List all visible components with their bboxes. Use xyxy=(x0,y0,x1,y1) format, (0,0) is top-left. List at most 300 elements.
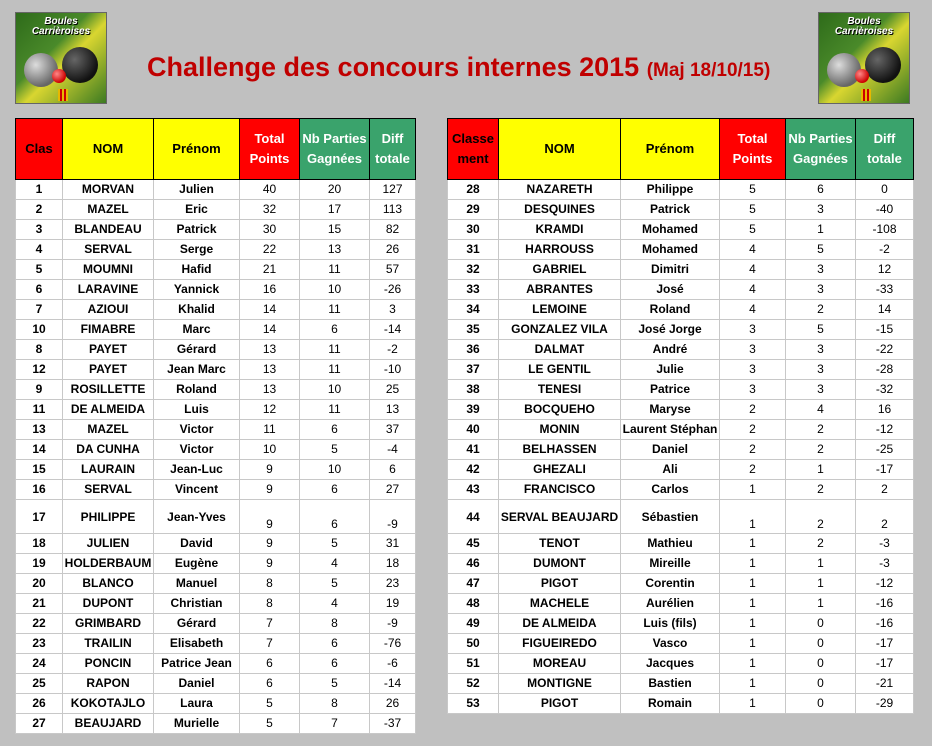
rank-cell: 17 xyxy=(16,500,63,534)
table-row xyxy=(448,280,914,300)
points-cell: 3 xyxy=(720,360,786,380)
wins-cell: 15 xyxy=(300,220,370,240)
rank-cell: 9 xyxy=(16,380,63,400)
table-row xyxy=(448,300,914,320)
wins-cell: 6 xyxy=(300,634,370,654)
firstname-cell: Luis xyxy=(154,400,240,420)
rank-cell: 51 xyxy=(448,654,499,674)
wins-cell: 10 xyxy=(300,460,370,480)
points-cell: 1 xyxy=(720,694,786,714)
firstname-cell: Victor xyxy=(154,440,240,460)
rank-cell: 29 xyxy=(448,200,499,220)
diff-cell: -32 xyxy=(856,380,914,400)
points-cell: 2 xyxy=(720,420,786,440)
diff-cell: 57 xyxy=(370,260,416,280)
diff-cell: -76 xyxy=(370,634,416,654)
firstname-cell: Carlos xyxy=(621,480,720,500)
diff-cell: 3 xyxy=(370,300,416,320)
wins-cell: 6 xyxy=(786,180,856,200)
diff-cell: 13 xyxy=(370,400,416,420)
rank-cell: 44 xyxy=(448,500,499,534)
rank-cell: 46 xyxy=(448,554,499,574)
table-row xyxy=(448,220,914,240)
page-title xyxy=(147,52,770,83)
wins-cell: 11 xyxy=(300,340,370,360)
wins-cell: 5 xyxy=(300,674,370,694)
rank-cell: 36 xyxy=(448,340,499,360)
header-diff: Diff totale xyxy=(856,119,914,180)
name-cell: PONCIN xyxy=(63,654,154,674)
name-cell: TENESI xyxy=(499,380,621,400)
name-cell: MOUMNI xyxy=(63,260,154,280)
name-cell: RAPON xyxy=(63,674,154,694)
header-rank: Classe ment xyxy=(448,119,499,180)
wins-cell: 4 xyxy=(300,594,370,614)
diff-cell: 16 xyxy=(856,400,914,420)
wins-cell: 0 xyxy=(786,634,856,654)
points-cell: 6 xyxy=(240,674,300,694)
name-cell: MONTIGNE xyxy=(499,674,621,694)
diff-cell: 37 xyxy=(370,420,416,440)
diff-cell: -40 xyxy=(856,200,914,220)
wins-cell: 3 xyxy=(786,260,856,280)
firstname-cell: Romain xyxy=(621,694,720,714)
rank-cell: 14 xyxy=(16,440,63,460)
firstname-cell: Jean-Luc xyxy=(154,460,240,480)
wins-cell: 11 xyxy=(300,300,370,320)
name-cell: LEMOINE xyxy=(499,300,621,320)
points-cell: 12 xyxy=(240,400,300,420)
points-cell: 13 xyxy=(240,340,300,360)
firstname-cell: Corentin xyxy=(621,574,720,594)
wins-cell: 4 xyxy=(786,400,856,420)
table-row xyxy=(16,694,416,714)
diff-cell: 127 xyxy=(370,180,416,200)
diff-cell: -33 xyxy=(856,280,914,300)
name-cell: GHEZALI xyxy=(499,460,621,480)
diff-cell: -2 xyxy=(370,340,416,360)
table-row xyxy=(16,714,416,734)
table-header-row xyxy=(448,119,914,180)
jack-icon xyxy=(52,69,66,83)
diff-cell: -16 xyxy=(856,614,914,634)
wins-cell: 8 xyxy=(300,694,370,714)
name-cell: GONZALEZ VILA xyxy=(499,320,621,340)
table-row xyxy=(16,534,416,554)
table-row xyxy=(16,614,416,634)
rank-cell: 26 xyxy=(16,694,63,714)
firstname-cell: Gérard xyxy=(154,340,240,360)
firstname-cell: Roland xyxy=(621,300,720,320)
diff-cell: -4 xyxy=(370,440,416,460)
points-cell: 9 xyxy=(240,500,300,534)
table-row xyxy=(448,400,914,420)
table-row xyxy=(448,380,914,400)
name-cell: BELHASSEN xyxy=(499,440,621,460)
table-row xyxy=(16,674,416,694)
name-cell: HARROUSS xyxy=(499,240,621,260)
points-cell: 8 xyxy=(240,594,300,614)
name-cell: MORVAN xyxy=(63,180,154,200)
name-cell: DESQUINES xyxy=(499,200,621,220)
table-row xyxy=(448,574,914,594)
wins-cell: 17 xyxy=(300,200,370,220)
name-cell: SERVAL BEAUJARD xyxy=(499,500,621,534)
rank-cell: 15 xyxy=(16,460,63,480)
wins-cell: 11 xyxy=(300,260,370,280)
firstname-cell: Dimitri xyxy=(621,260,720,280)
name-cell: KRAMDI xyxy=(499,220,621,240)
points-cell: 4 xyxy=(720,240,786,260)
firstname-cell: Aurélien xyxy=(621,594,720,614)
points-cell: 2 xyxy=(720,400,786,420)
rank-cell: 38 xyxy=(448,380,499,400)
wins-cell: 0 xyxy=(786,614,856,634)
diff-cell: -12 xyxy=(856,574,914,594)
firstname-cell: Roland xyxy=(154,380,240,400)
firstname-cell: Mohamed xyxy=(621,240,720,260)
points-cell: 5 xyxy=(720,200,786,220)
diff-cell: 6 xyxy=(370,460,416,480)
rank-cell: 40 xyxy=(448,420,499,440)
points-cell: 2 xyxy=(720,460,786,480)
wins-cell: 10 xyxy=(300,280,370,300)
name-cell: DE ALMEIDA xyxy=(63,400,154,420)
name-cell: MACHELE xyxy=(499,594,621,614)
table-row xyxy=(16,340,416,360)
header-rank: Clas xyxy=(16,119,63,180)
points-cell: 5 xyxy=(720,220,786,240)
wins-cell: 2 xyxy=(786,300,856,320)
diff-cell: -3 xyxy=(856,534,914,554)
table-row xyxy=(448,594,914,614)
firstname-cell: Hafid xyxy=(154,260,240,280)
name-cell: FIMABRE xyxy=(63,320,154,340)
diff-cell: 26 xyxy=(370,694,416,714)
firstname-cell: Marc xyxy=(154,320,240,340)
points-cell: 1 xyxy=(720,500,786,534)
rank-cell: 19 xyxy=(16,554,63,574)
table-row xyxy=(16,654,416,674)
wins-cell: 1 xyxy=(786,574,856,594)
firstname-cell: Khalid xyxy=(154,300,240,320)
name-cell: ROSILLETTE xyxy=(63,380,154,400)
table-row xyxy=(16,380,416,400)
table-row xyxy=(16,300,416,320)
diff-cell: -3 xyxy=(856,554,914,574)
rank-cell: 2 xyxy=(16,200,63,220)
firstname-cell: Vasco xyxy=(621,634,720,654)
jack-icon xyxy=(855,69,869,83)
firstname-cell: José xyxy=(621,280,720,300)
firstname-cell: Luis (fils) xyxy=(621,614,720,634)
table-row xyxy=(448,420,914,440)
points-cell: 5 xyxy=(240,694,300,714)
name-cell: BEAUJARD xyxy=(63,714,154,734)
wins-cell: 6 xyxy=(300,320,370,340)
table-header-row xyxy=(16,119,416,180)
table-row xyxy=(448,320,914,340)
points-cell: 1 xyxy=(720,674,786,694)
name-cell: BLANDEAU xyxy=(63,220,154,240)
diff-cell: 82 xyxy=(370,220,416,240)
diff-cell: 2 xyxy=(856,500,914,534)
name-cell: AZIOUI xyxy=(63,300,154,320)
firstname-cell: Patrick xyxy=(154,220,240,240)
table-row xyxy=(448,534,914,554)
firstname-cell: Sébastien xyxy=(621,500,720,534)
table-row xyxy=(16,220,416,240)
wins-cell: 1 xyxy=(786,220,856,240)
boule-icon xyxy=(62,47,98,83)
header-name: NOM xyxy=(63,119,154,180)
diff-cell: -2 xyxy=(856,240,914,260)
name-cell: FRANCISCO xyxy=(499,480,621,500)
table-row xyxy=(448,634,914,654)
header-firstname: Prénom xyxy=(621,119,720,180)
wins-cell: 1 xyxy=(786,460,856,480)
wins-cell: 1 xyxy=(786,594,856,614)
diff-cell: -14 xyxy=(370,320,416,340)
table-row xyxy=(16,480,416,500)
name-cell: DA CUNHA xyxy=(63,440,154,460)
table-row xyxy=(448,554,914,574)
rank-cell: 23 xyxy=(16,634,63,654)
diff-cell: -12 xyxy=(856,420,914,440)
table-row xyxy=(16,420,416,440)
diff-cell: -25 xyxy=(856,440,914,460)
header-games-won: Nb Parties Gagnées xyxy=(300,119,370,180)
diff-cell: -17 xyxy=(856,634,914,654)
points-cell: 32 xyxy=(240,200,300,220)
points-cell: 1 xyxy=(720,480,786,500)
rank-cell: 33 xyxy=(448,280,499,300)
rank-cell: 21 xyxy=(16,594,63,614)
points-cell: 7 xyxy=(240,614,300,634)
diff-cell: 18 xyxy=(370,554,416,574)
firstname-cell: Patrice Jean xyxy=(154,654,240,674)
rank-cell: 39 xyxy=(448,400,499,420)
table-row xyxy=(16,360,416,380)
rank-cell: 34 xyxy=(448,300,499,320)
rank-cell: 50 xyxy=(448,634,499,654)
firstname-cell: Patrice xyxy=(621,380,720,400)
rank-cell: 8 xyxy=(16,340,63,360)
firstname-cell: Eric xyxy=(154,200,240,220)
name-cell: ABRANTES xyxy=(499,280,621,300)
wins-cell: 2 xyxy=(786,534,856,554)
diff-cell: -10 xyxy=(370,360,416,380)
header-name: NOM xyxy=(499,119,621,180)
rank-cell: 20 xyxy=(16,574,63,594)
diff-cell: 26 xyxy=(370,240,416,260)
firstname-cell: Julien xyxy=(154,180,240,200)
wins-cell: 20 xyxy=(300,180,370,200)
wins-cell: 5 xyxy=(300,534,370,554)
table-row xyxy=(16,500,416,534)
name-cell: PIGOT xyxy=(499,574,621,594)
boule-icon xyxy=(827,53,861,87)
points-cell: 9 xyxy=(240,480,300,500)
name-cell: FIGUEIREDO xyxy=(499,634,621,654)
rank-cell: 43 xyxy=(448,480,499,500)
table-row xyxy=(448,200,914,220)
logo-text-line1: Boules xyxy=(44,16,78,27)
diff-cell: 2 xyxy=(856,480,914,500)
firstname-cell: Mireille xyxy=(621,554,720,574)
table-row xyxy=(448,500,914,534)
firstname-cell: Mohamed xyxy=(621,220,720,240)
name-cell: GABRIEL xyxy=(499,260,621,280)
rank-cell: 49 xyxy=(448,614,499,634)
wins-cell: 3 xyxy=(786,380,856,400)
points-cell: 5 xyxy=(720,180,786,200)
name-cell: DUPONT xyxy=(63,594,154,614)
firstname-cell: Victor xyxy=(154,420,240,440)
name-cell: DE ALMEIDA xyxy=(499,614,621,634)
wins-cell: 3 xyxy=(786,360,856,380)
firstname-cell: Philippe xyxy=(621,180,720,200)
diff-cell: -26 xyxy=(370,280,416,300)
name-cell: LE GENTIL xyxy=(499,360,621,380)
name-cell: PHILIPPE xyxy=(63,500,154,534)
firstname-cell: Daniel xyxy=(621,440,720,460)
diff-cell: -29 xyxy=(856,694,914,714)
table-row xyxy=(16,574,416,594)
name-cell: MOREAU xyxy=(499,654,621,674)
club-logo-right xyxy=(818,12,910,104)
table-row xyxy=(448,460,914,480)
points-cell: 1 xyxy=(720,534,786,554)
name-cell: BLANCO xyxy=(63,574,154,594)
wins-cell: 2 xyxy=(786,500,856,534)
diff-cell: -9 xyxy=(370,500,416,534)
header-total-points: Total Points xyxy=(720,119,786,180)
name-cell: JULIEN xyxy=(63,534,154,554)
table-row xyxy=(16,400,416,420)
wins-cell: 0 xyxy=(786,674,856,694)
wins-cell: 6 xyxy=(300,654,370,674)
update-date: (Maj 18/10/15) xyxy=(646,60,771,81)
diff-cell: -17 xyxy=(856,460,914,480)
diff-cell: -21 xyxy=(856,674,914,694)
points-cell: 4 xyxy=(720,280,786,300)
firstname-cell: Murielle xyxy=(154,714,240,734)
points-cell: 4 xyxy=(720,260,786,280)
diff-cell: -9 xyxy=(370,614,416,634)
diff-cell: 27 xyxy=(370,480,416,500)
points-cell: 7 xyxy=(240,634,300,654)
club-logo-left xyxy=(15,12,107,104)
rank-cell: 35 xyxy=(448,320,499,340)
name-cell: NAZARETH xyxy=(499,180,621,200)
wins-cell: 2 xyxy=(786,480,856,500)
diff-cell: 19 xyxy=(370,594,416,614)
points-cell: 10 xyxy=(240,440,300,460)
points-cell: 16 xyxy=(240,280,300,300)
wins-cell: 6 xyxy=(300,500,370,534)
points-cell: 9 xyxy=(240,460,300,480)
boule-icon xyxy=(865,47,901,83)
points-cell: 40 xyxy=(240,180,300,200)
table-row xyxy=(448,614,914,634)
name-cell: KOKOTAJLO xyxy=(63,694,154,714)
diff-cell: 23 xyxy=(370,574,416,594)
points-cell: 1 xyxy=(720,594,786,614)
points-cell: 3 xyxy=(720,340,786,360)
rank-cell: 5 xyxy=(16,260,63,280)
name-cell: TRAILIN xyxy=(63,634,154,654)
crest-icon xyxy=(58,89,68,101)
wins-cell: 6 xyxy=(300,420,370,440)
firstname-cell: André xyxy=(621,340,720,360)
firstname-cell: Ali xyxy=(621,460,720,480)
rank-cell: 6 xyxy=(16,280,63,300)
wins-cell: 3 xyxy=(786,200,856,220)
logo-text-line2: Carrièroises xyxy=(834,26,894,37)
diff-cell: -6 xyxy=(370,654,416,674)
wins-cell: 6 xyxy=(300,480,370,500)
firstname-cell: Eugène xyxy=(154,554,240,574)
table-row xyxy=(448,360,914,380)
rank-cell: 4 xyxy=(16,240,63,260)
wins-cell: 0 xyxy=(786,694,856,714)
diff-cell: 25 xyxy=(370,380,416,400)
wins-cell: 2 xyxy=(786,420,856,440)
name-cell: BOCQUEHO xyxy=(499,400,621,420)
name-cell: PAYET xyxy=(63,340,154,360)
table-row xyxy=(448,340,914,360)
logo-text-line2: Carrièroises xyxy=(31,26,91,37)
wins-cell: 5 xyxy=(300,574,370,594)
header-firstname: Prénom xyxy=(154,119,240,180)
name-cell: TENOT xyxy=(499,534,621,554)
points-cell: 9 xyxy=(240,554,300,574)
diff-cell: -108 xyxy=(856,220,914,240)
name-cell: PIGOT xyxy=(499,694,621,714)
rank-cell: 45 xyxy=(448,534,499,554)
firstname-cell: Christian xyxy=(154,594,240,614)
rank-cell: 28 xyxy=(448,180,499,200)
firstname-cell: Elisabeth xyxy=(154,634,240,654)
rank-cell: 27 xyxy=(16,714,63,734)
firstname-cell: Vincent xyxy=(154,480,240,500)
crest-icon xyxy=(861,89,871,101)
points-cell: 22 xyxy=(240,240,300,260)
rank-cell: 24 xyxy=(16,654,63,674)
rank-cell: 25 xyxy=(16,674,63,694)
header-total-points: Total Points xyxy=(240,119,300,180)
firstname-cell: Jacques xyxy=(621,654,720,674)
firstname-cell: Laura xyxy=(154,694,240,714)
rank-cell: 10 xyxy=(16,320,63,340)
title-text: Challenge des concours internes 2015 xyxy=(147,52,640,82)
ranking-table-right xyxy=(447,118,914,714)
logo-text-line1: Boules xyxy=(847,16,881,27)
diff-cell: -14 xyxy=(370,674,416,694)
firstname-cell: Serge xyxy=(154,240,240,260)
points-cell: 14 xyxy=(240,300,300,320)
points-cell: 1 xyxy=(720,554,786,574)
diff-cell: 14 xyxy=(856,300,914,320)
points-cell: 11 xyxy=(240,420,300,440)
table-row xyxy=(16,634,416,654)
wins-cell: 4 xyxy=(300,554,370,574)
name-cell: MAZEL xyxy=(63,200,154,220)
name-cell: HOLDERBAUM xyxy=(63,554,154,574)
wins-cell: 5 xyxy=(786,240,856,260)
points-cell: 8 xyxy=(240,574,300,594)
